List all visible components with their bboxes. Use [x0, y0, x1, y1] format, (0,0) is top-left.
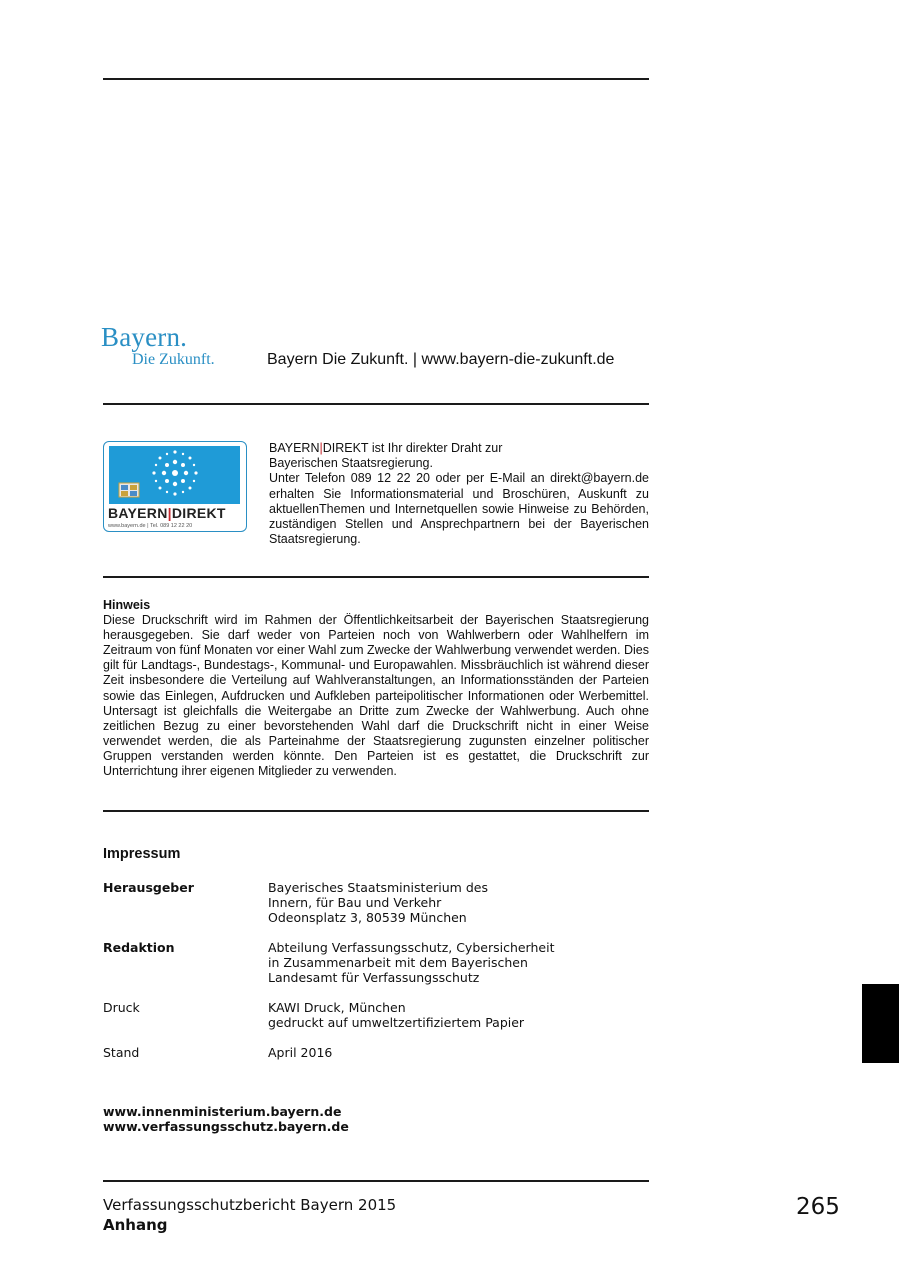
bayern-direkt-emblem [109, 446, 240, 504]
footer-title: Verfassungsschutzbericht Bayern 2015 [103, 1196, 397, 1214]
wordmark-left: BAYERN [108, 505, 168, 521]
impressum-line: Landesamt für Verfassungsschutz [268, 970, 480, 985]
logo-line-2: Die Zukunft. [132, 351, 215, 368]
sun-icon [109, 446, 240, 504]
hinweis-heading: Hinweis [103, 598, 151, 612]
impressum-label-druck: Druck [103, 1000, 140, 1015]
impressum-line: April 2016 [268, 1045, 333, 1060]
logo-line-1: Bayern. [101, 322, 188, 352]
bayern-direkt-line-2: Bayerischen Staatsregierung. [269, 456, 433, 471]
impressum-label-redaktion: Redaktion [103, 940, 175, 955]
bayern-direkt-description [269, 441, 649, 547]
impressum-line: Bayerisches Staatsministerium des [268, 880, 488, 895]
bayern-direkt-body: Unter Telefon 089 12 22 20 oder per E-Mail an direkt@bayern.de erhalten Sie Informationsmaterial und Broschüren, Auskunft zu aktuellenThemen und Internetquellen sowie Hinweise zu Behörden, zuständigen Stellen und Ansprechpartnern bei der Bayerischen Staatsregierung. [269, 471, 649, 547]
impressum-value-druck [268, 1000, 524, 1030]
footer-section: Anhang [103, 1216, 168, 1234]
top-rule [103, 78, 649, 80]
brand-separator: | [319, 441, 323, 455]
brand-right: DIREKT ist Ihr direkter Draht zur [322, 441, 503, 455]
impressum-label-herausgeber: Herausgeber [103, 880, 194, 895]
wordmark-right: DIREKT [171, 505, 226, 521]
impressum-line: gedruckt auf umweltzertifiziertem Papier [268, 1015, 525, 1030]
divider-rule [103, 810, 649, 812]
impressum-value-herausgeber [268, 880, 488, 925]
bayern-direkt-logo [103, 441, 247, 532]
hinweis-section [103, 598, 649, 779]
coat-of-arms-icon [119, 483, 139, 497]
impressum-title: Impressum [103, 846, 181, 862]
divider-rule [103, 576, 649, 578]
bayern-tagline: Bayern Die Zukunft. | www.bayern-die-zukunft.de [267, 351, 615, 368]
thumb-index-tab [862, 984, 899, 1063]
page-number: 265 [796, 1194, 840, 1220]
impressum-value-stand [268, 1045, 332, 1060]
hinweis-body: Diese Druckschrift wird im Rahmen der Öffentlichkeitsarbeit der Bayerischen Staatsregierung herausgegeben. Sie darf weder von Parteien noch von Wahlwerbern oder Wahlhelfern im Zeitraum von fünf Monaten vor einer Wahl zum Zwecke der Wahlwerbung verwendet werden. Dies gilt für Landtags-, Bundestags-, Kommunal- und Europawahlen. Missbräuchlich ist während dieser Zeit insbesondere die Verteilung auf Wahlveranstaltungen, an Informationsständen der Parteien sowie das Einlegen, Aufdrucken und Aufkleben parteipolitischer Informationen oder Werbemittel. Untersagt ist gleichfalls die Weitergabe an Dritte zum Zwecke der Wahlwerbung. Auch ohne zeitlichen Bezug zu einer bevorstehenden Wahl darf die Druckschrift nicht in einer Weise verwendet werden, die als Parteinahme der Staatsregierung zugunsten einzelner politischer Gruppen verstanden werden könnte. Den Parteien ist es gestattet, die Druckschrift zur Unterrichtung ihrer eigenen Mitglieder zu verwenden. [103, 613, 649, 779]
impressum-line: in Zusammenarbeit mit dem Bayerischen [268, 955, 528, 970]
bayern-logo [101, 322, 251, 372]
impressum-line: Abteilung Verfassungsschutz, Cybersicherheit [268, 940, 555, 955]
impressum-line: Innern, für Bau und Verkehr [268, 895, 442, 910]
impressum-line: Odeonsplatz 3, 80539 München [268, 910, 467, 925]
bayern-direkt-heading-line [269, 441, 649, 456]
link-verfassungsschutz[interactable]: www.verfassungsschutz.bayern.de [103, 1119, 349, 1134]
bayern-direkt-wordmark [108, 505, 242, 521]
brand-left: BAYERN [269, 441, 320, 455]
impressum-line: KAWI Druck, München [268, 1000, 406, 1015]
website-links [103, 1104, 349, 1134]
impressum-value-redaktion [268, 940, 554, 985]
divider-rule [103, 403, 649, 405]
wordmark-separator: | [167, 505, 172, 521]
impressum-label-stand: Stand [103, 1045, 140, 1060]
link-innenministerium[interactable]: www.innenministerium.bayern.de [103, 1104, 342, 1119]
footer-rule [103, 1180, 649, 1182]
bayern-direkt-contact-strip: www.bayern.de | Tel. 089 12 22 20 [108, 523, 193, 529]
